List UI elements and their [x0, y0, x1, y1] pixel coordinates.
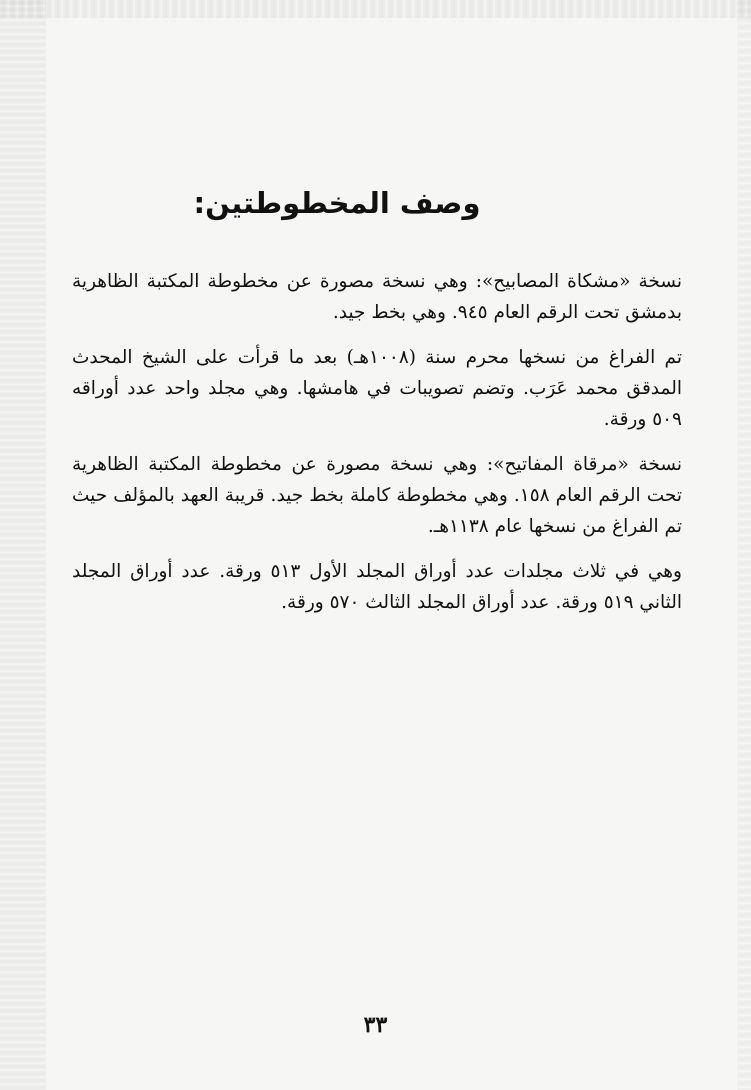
text-body — [72, 178, 682, 632]
paragraph-mishkat-description: نسخة «مشكاة المصابيح»: وهي نسخة مصورة عن مخطوطة المكتبة الظاهرية بدمشق تحت الرقم العام ٩٤٥. وهي بخط جيد. — [72, 271, 682, 323]
scan-edge-left — [0, 0, 46, 1090]
page-heading: وصف المخطوطتين: — [193, 186, 481, 220]
scan-edge-top — [0, 0, 751, 18]
page-number: ٣٣ — [363, 1012, 388, 1038]
paragraph-mirqat-volumes: وهي في ثلاث مجلدات عدد أوراق المجلد الأول ٥١٣ ورقة. عدد أوراق المجلد الثاني ٥١٩ ورقة. عدد أوراق المجلد الثالث ٥٧٠ ورقة. — [72, 561, 682, 613]
paragraph-mirqat-description: نسخة «مرقاة المفاتيح»: وهي نسخة مصورة عن مخطوطة المكتبة الظاهرية تحت الرقم العام ١٥٨. وهي مخطوطة كاملة بخط جيد. قريبة العهد بالمؤلف حيث تم الفراغ من نسخها عام ١١٣٨هـ. — [72, 454, 682, 537]
scan-edge-right — [737, 0, 751, 1090]
paragraph-mishkat-copy-details: تم الفراغ من نسخها محرم سنة (١٠٠٨هـ) بعد ما قرأت على الشيخ المحدث المدقق محمد عَرَب. وتضم تصويبات في هامشها. وهي مجلد واحد عدد أوراقه ٥٠٩ ورقة. — [72, 347, 683, 430]
